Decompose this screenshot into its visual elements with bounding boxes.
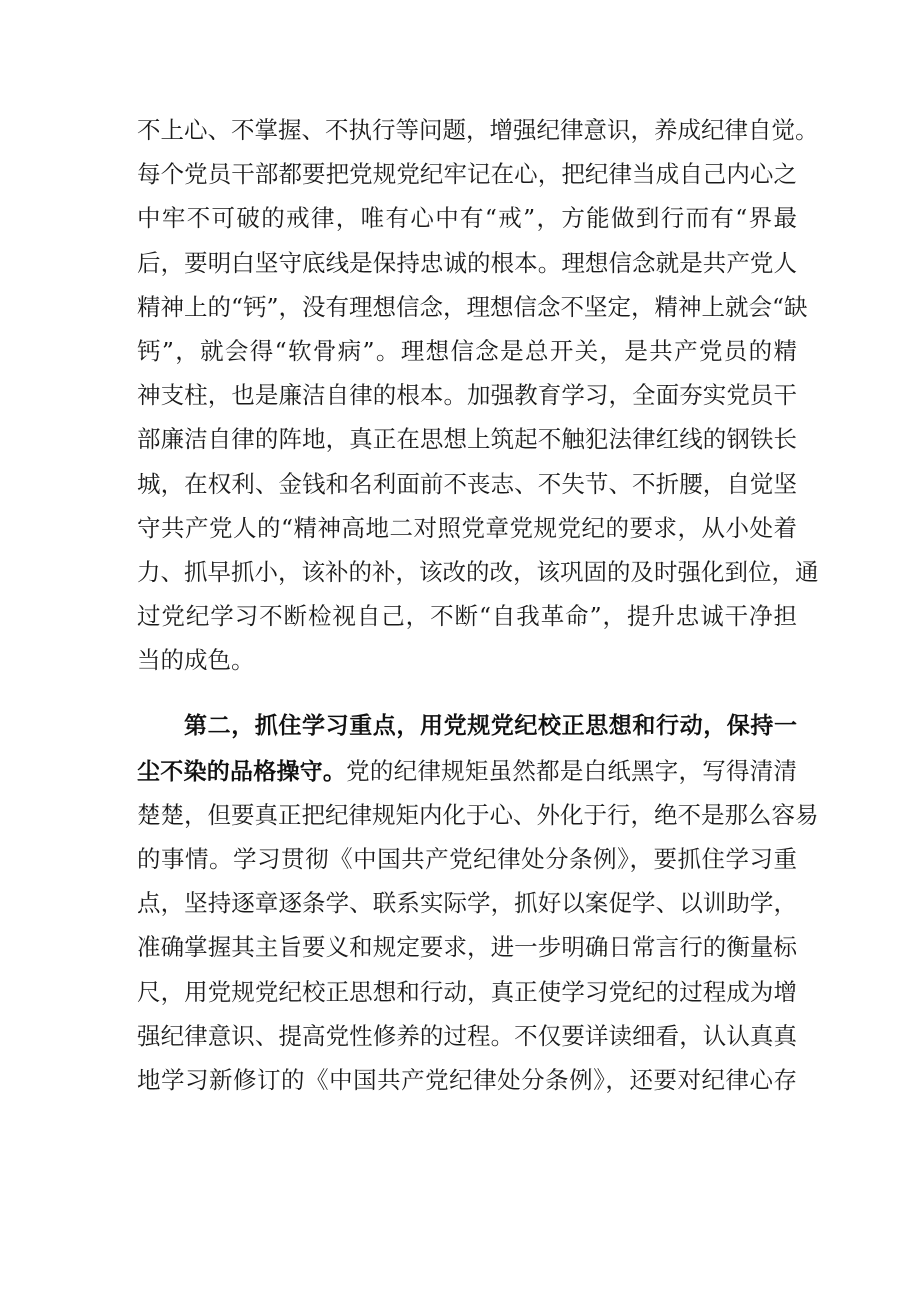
text-line: 准确掌握其主旨要义和规定要求，进一步明确日常言行的衡量标 xyxy=(137,933,797,962)
text-line: 精神上的“钙”，没有理想信念，理想信念不坚定，精神上就会“缺 xyxy=(137,292,808,321)
text-line: 不上心、不掌握、不执行等问题，增强纪律意识，养成纪律自觉。 xyxy=(137,116,819,144)
text-line: 后，要明白坚守底线是保持忠诚的根本。理想信念就是共产党人 xyxy=(137,248,797,277)
text-line: 楚楚，但要真正把纪律规矩内化于心、外化于行，绝不是那么容易 xyxy=(137,800,819,829)
body-text xyxy=(137,108,819,1102)
paragraph-1 xyxy=(137,108,819,682)
section-heading-end: 尘不染的品格操守。 xyxy=(137,758,347,785)
text-line: 守共产党人的“精神高地二对照党章党规党纪的要求，从小处着 xyxy=(137,513,797,542)
text-span: 党的纪律规矩虽然都是白纸黑字，写得清清 xyxy=(346,756,798,785)
text-line: 的事情。学习贯彻《中国共产党纪律处分条例》，要抓住学习重 xyxy=(137,845,797,873)
text-line: 中牢不可破的戒律，唯有心中有“戒”，方能做到行而有“界最 xyxy=(137,204,797,233)
text-line: 每个党员干部都要把党规党纪牢记在心，把纪律当成自己内心之 xyxy=(137,160,797,189)
text-line: 钙”，就会得“软骨病”。理想信念是总开关，是共产党员的精 xyxy=(137,336,797,365)
text-line: 强纪律意识、提高党性修养的过程。不仅要详读细看，认认真真 xyxy=(137,1021,797,1050)
text-line: 城，在权利、金钱和名利面前不丧志、不失节、不折腰，自觉坚 xyxy=(137,469,797,498)
text-line: 地学习新修订的《中国共产党纪律处分条例》，还要对纪律心存 xyxy=(137,1065,797,1094)
text-line: 尺，用党规党纪校正思想和行动，真正使学习党纪的过程成为增 xyxy=(137,977,797,1006)
text-line: 当的成色。 xyxy=(137,646,255,675)
text-line: 过党纪学习不断检视自己，不断“自我革命”，提升忠诚干净担 xyxy=(137,602,797,631)
text-line xyxy=(137,749,797,793)
text-line: 部廉洁自律的阵地，真正在思想上筑起不触犯法律红线的钢铁长 xyxy=(137,425,797,454)
section-heading-line: 第二，抓住学习重点，用党规党纪校正思想和行动，保持一 xyxy=(184,713,797,740)
text-line: 力、抓早抓小，该补的补，该改的改，该巩固的及时强化到位，通 xyxy=(137,557,819,586)
paragraph-2 xyxy=(137,704,819,1102)
text-line: 神支柱，也是廉洁自律的根本。加强教育学习，全面夯实党员干 xyxy=(137,381,797,410)
paragraph-spacer xyxy=(137,682,797,704)
text-line: 点，坚持逐章逐条学、联系实际学，抓好以案促学、以训助学， xyxy=(137,889,797,918)
